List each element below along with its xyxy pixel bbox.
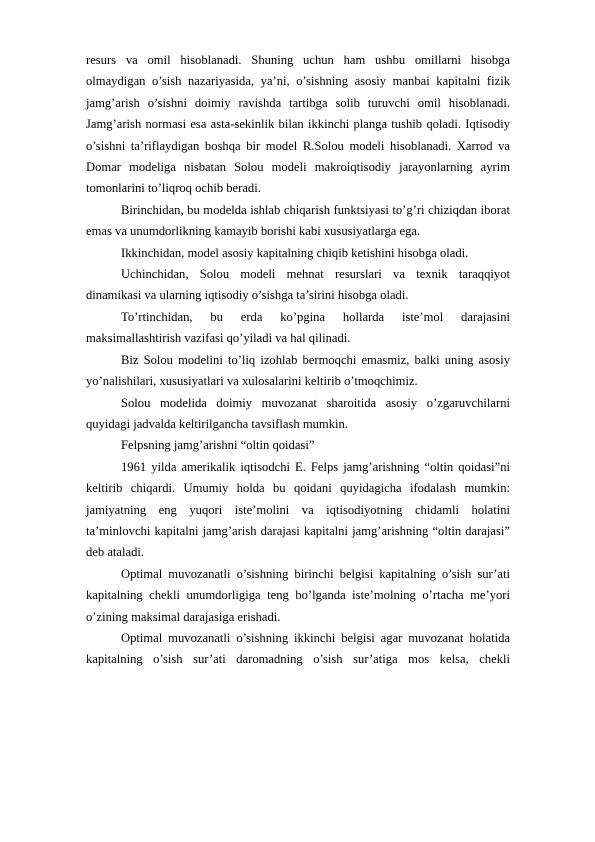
paragraph-2: Birinchidan, bu modelda ishlab chiqarish funktsiyasi to’g’ri chiziqdan iborat emas va unumdorlikning kamayib borishi kabi xususiyatlarga ega. — [86, 202, 510, 239]
paragraph-11: Optimal muvozanatli o’sishning ikkinchi belgisi agar muvozanat holatida kapitalning o’sish sur’ati daromadning o’sish sur’atiga mos kelsa, chekli — [86, 630, 510, 667]
paragraph-10: Optimal muvozanatli o’sishning birinchi belgisi kapitalning o’sish sur’ati kapitalning chekli unumdorligiga teng bo’lganda iste’molning o’rtacha me’yori o’zining maksimal darajasiga erishadi. — [86, 566, 510, 624]
paragraph-7: Solou modelida doimiy muvozanat sharoitida asosiy o’zgaruvchilarni quyidagi jadvalda keltirilgancha tavsiflash mumkin. — [86, 395, 510, 431]
paragraph-9: 1961 yilda amerikalik iqtisodchi E. Felps jamg’arishning “oltin qoidasi”ni keltirib chiqardi. Umumiy holda bu qoidani quyidagicha ifodalash mumkin: jamiyatning eng yuqori iste’molini va iqtisodiyotning chidamli holatini ta’minlovchi kapitalni jamg’arish darajasi kapitalni jamg’arishning “oltin darajasi” deb ataladi. — [86, 459, 510, 560]
section-heading: Felpsning jamg’arishni “oltin qoidasi” — [121, 438, 315, 453]
paragraph-5: To’rtinchidan, bu erda ko’pgina hollarda iste’mol darajasini maksimallashtirish vazifasi qo’yiladi va hal qilinadi. — [86, 309, 510, 346]
paragraph-3: Ikkinchidan, model asosiy kapitalning chiqib ketishini hisobga oladi. — [121, 245, 469, 260]
paragraph-4: Uchinchidan, Solou modeli mehnat resurslari va texnik taraqqiyot dinamikasi va ularning iqtisodiy o’sishga ta’sirini hisobga oladi. — [86, 267, 510, 303]
paragraph-6: Biz Solou modelini to’liq izohlab bermoqchi emasmiz, balki uning asosiy yo’nalishilari, xususiyatlari va xulosalarini keltirib o’tmoqchimiz. — [86, 352, 510, 389]
paragraph-1: resurs va omil hisoblanadi. Shuning uchun ham ushbu omillarni hisobga olmaydigan o’sish nazariyasida, ya’ni, o’sishning asosiy manbai kapitalni fizik jamg’arish o’sishni doimiy ravishda tartibga solib turuvchi omil hisoblanadi. Jamg’arish normasi esa asta-sekinlik bilan ikkinchi planga tushib qoladi. Iqtisodiy o’sishni ta’riflaydigan boshqa bir model R.Solou modeli hisoblanadi. Xarrod va Domar modeliga nisbatan Solou modeli makroiqtisodiy jarayonlarning ayrim tomonlarini to’liqroq ochib beradi. — [86, 53, 510, 196]
document-page — [86, 50, 510, 671]
